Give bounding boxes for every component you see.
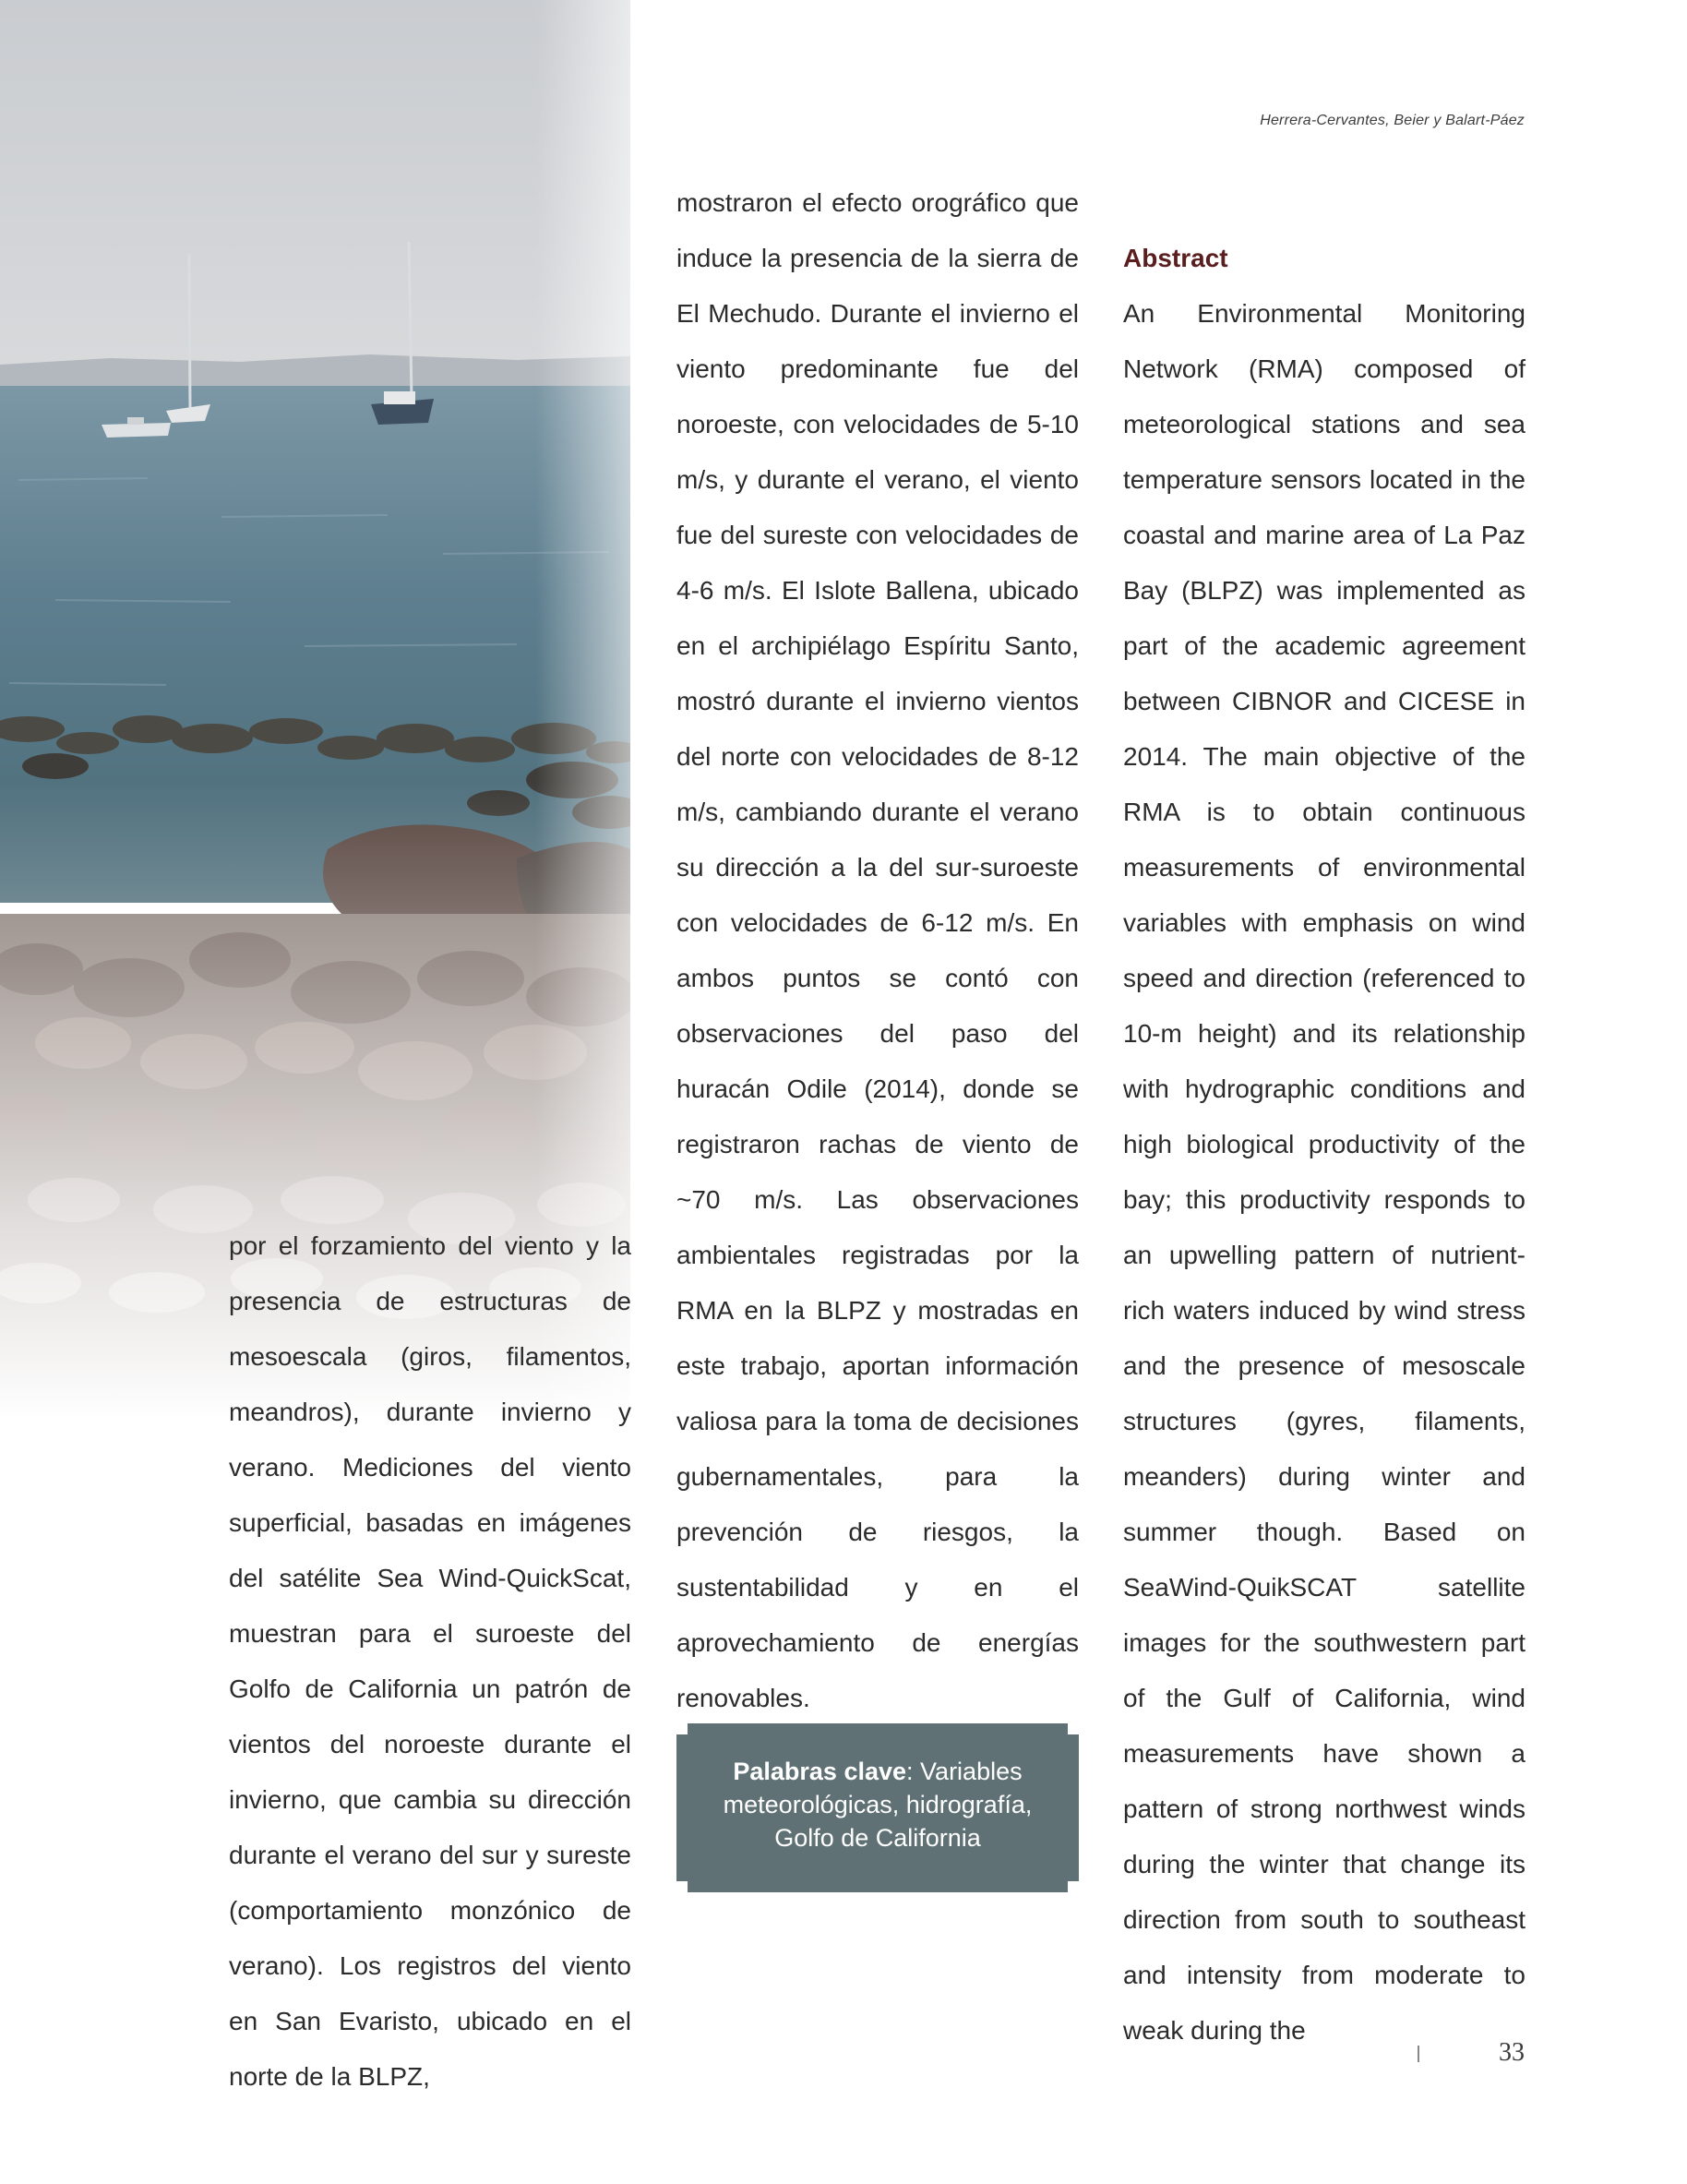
corner-notch (1068, 1881, 1079, 1892)
footer-divider (1418, 2046, 1419, 2062)
column-left-text: por el forzamiento del viento y la presencia de estructuras de mesoescala (giros, filamentos, meandros), durante invierno y verano. Mediciones del viento superficial, basadas en imágenes del satélite Sea Wind-QuickScat, muestran para el suroeste del Golfo de California un patrón de vientos del noroeste durante el invierno, que cambia su dirección durante el verano del sur y sureste (comportamiento monzónico de verano). Los registros del viento en San Evaristo, ubicado en el norte de la BLPZ, (229, 1231, 631, 2091)
corner-square (688, 1870, 699, 1881)
abstract-heading: Abstract (1123, 244, 1228, 272)
running-header-authors: Herrera-Cervantes, Beier y Balart-Páez (1260, 113, 1525, 128)
corner-notch (676, 1723, 688, 1734)
column-left (229, 1218, 631, 2105)
coastal-photo (0, 0, 630, 1422)
corner-square (688, 1734, 699, 1746)
column-middle-text: mostraron el efecto orográfico que induce la presencia de la sierra de El Mechudo. Durante el invierno el viento predominante fue del noroeste, con velocidades de 5-10 m/s, y durante el verano, el viento fue del sureste con velocidades de 4-6 m/s. El Islote Ballena, ubicado en el archipiélago Espíritu Santo, mostró durante el invierno vientos del norte con velocidades de 8-12 m/s, cambiando durante el verano su dirección a la del sur-suroeste con velocidades de 6-12 m/s. En ambos puntos se contó con observaciones del paso del huracán Odile (2014), donde se registraron rachas de viento de ~70 m/s. Las observaciones ambientales registradas por la RMA en la BLPZ y mostradas en este trabajo, aportan información valiosa para la toma de decisiones gubernamentales, para la prevención de riesgos, la sustentabilidad y en el aprovechamiento de energías renovables. (676, 188, 1079, 1712)
corner-notch (1068, 1723, 1079, 1734)
corner-square (1057, 1734, 1068, 1746)
page-number: 33 (1499, 2038, 1525, 2067)
keywords-box (676, 1723, 1079, 1892)
keywords-separator: : (906, 1758, 921, 1785)
corner-square (1057, 1870, 1068, 1881)
keywords-text: Variables meteorológicas, hidrografía, Golfo de California (723, 1758, 1033, 1852)
corner-notch (676, 1881, 688, 1892)
column-right (1123, 286, 1525, 2058)
abstract-text: An Environmental Monitoring Network (RMA) composed of meteorological stations and sea temperature sensors located in the coastal and marine area of La Paz Bay (BLPZ) was implemented as part of the academic agreement between CIBNOR and CICESE in 2014. The main objective of the RMA is to obtain continuous measurements of environmental variables with emphasis on wind speed and direction (referenced to 10-m height) and its relationship with hydrographic conditions and high biological productivity of the bay; this productivity responds to an upwelling pattern of nutrient-rich waters induced by wind stress and the presence of mesoscale structures (gyres, filaments, meanders) during winter and summer though. Based on SeaWind-QuikSCAT satellite images for the southwestern part of the Gulf of California, wind measurements have shown a pattern of strong northwest winds during the winter that change its direction from south to southeast and intensity from moderate to weak during the (1123, 299, 1525, 2045)
keywords-label: Palabras clave (733, 1758, 907, 1785)
column-middle (676, 175, 1079, 1726)
